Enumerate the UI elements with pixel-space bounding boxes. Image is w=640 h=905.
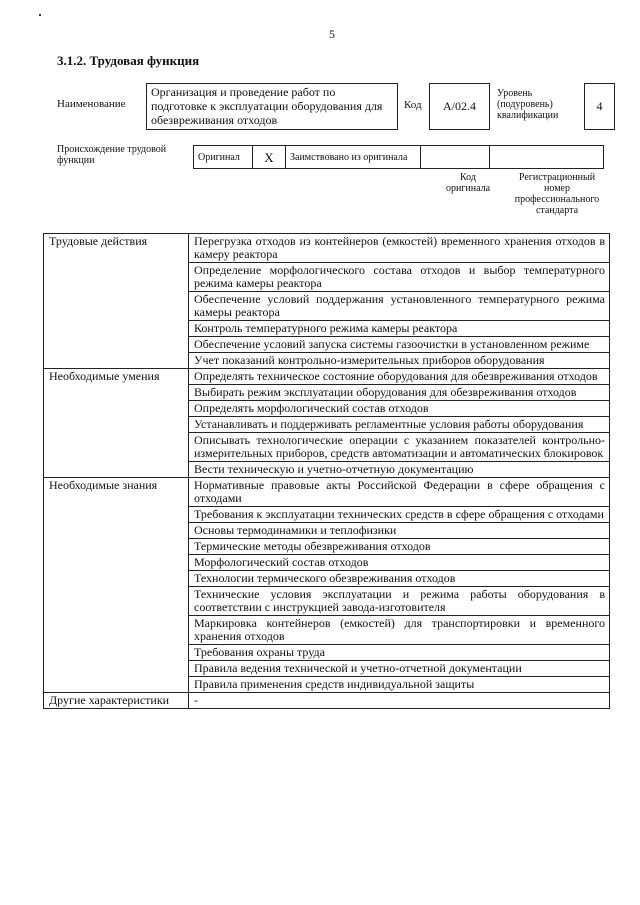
item-cell: Учет показаний контрольно-измерительных приборов оборудования	[189, 353, 610, 369]
scan-speck	[39, 14, 41, 16]
original-mark: X	[253, 146, 286, 169]
category-cell: Необходимые умения	[44, 369, 189, 478]
level-label: Уровень (подуровень) квалификации	[497, 88, 559, 121]
item-cell: Правила ведения технической и учетно-отчетной документации	[189, 661, 610, 677]
origin-reg-cell	[490, 146, 604, 169]
code-box	[429, 83, 490, 130]
item-cell: Маркировка контейнеров (емкостей) для транспортировки и временного хранения отходов	[189, 616, 610, 645]
origin-code-cell	[421, 146, 490, 169]
item-cell: -	[189, 693, 610, 709]
origin-label: Происхождение трудовой функции	[57, 144, 167, 166]
item-cell: Обеспечение условий запуска системы газоочистки в установленном режиме	[189, 337, 610, 353]
table-row	[44, 693, 610, 709]
category-cell: Трудовые действия	[44, 234, 189, 369]
item-cell: Технические условия эксплуатации и режима работы оборудования в соответствии с инструкцией завода-изготовителя	[189, 587, 610, 616]
item-cell: Перегрузка отходов из контейнеров (емкостей) временного хранения отходов в камеру реактора	[189, 234, 610, 263]
code-label: Код	[404, 99, 422, 111]
item-cell: Морфологический состав отходов	[189, 555, 610, 571]
item-cell: Выбирать режим эксплуатации оборудования для обезвреживания отходов	[189, 385, 610, 401]
item-cell: Устанавливать и поддерживать регламентные условия работы оборудования	[189, 417, 610, 433]
item-cell: Требования охраны труда	[189, 645, 610, 661]
item-cell: Требования к эксплуатации технических средств в сфере обращения с отходами	[189, 507, 610, 523]
table-row	[44, 369, 610, 385]
item-cell: Описывать технологические операции с указанием показателей контрольно-измерительных приборов, средств автоматизации и автоматических блокировок	[189, 433, 610, 462]
origin-table	[193, 145, 604, 169]
item-cell: Термические методы обезвреживания отходов	[189, 539, 610, 555]
category-cell: Другие характеристики	[44, 693, 189, 709]
category-cell: Необходимые знания	[44, 478, 189, 693]
item-cell: Технологии термического обезвреживания отходов	[189, 571, 610, 587]
reg-caption: Регистрационный номер профессионального стандарта	[514, 172, 600, 216]
borrowed-label: Заимствовано из оригинала	[286, 146, 421, 169]
function-name: Организация и проведение работ по подготовке к эксплуатации оборудования для обезвреживания отходов	[151, 85, 383, 127]
item-cell: Контроль температурного режима камеры реактора	[189, 321, 610, 337]
level-value: 4	[596, 99, 603, 113]
name-label: Наименование	[57, 98, 126, 110]
section-title: 3.1.2. Трудовая функция	[57, 53, 200, 68]
code-value: А/02.4	[443, 99, 476, 113]
function-name-box	[146, 83, 398, 130]
level-box	[584, 83, 615, 130]
item-cell: Обеспечение условий поддержания установленного температурного режима камеры реактора	[189, 292, 610, 321]
item-cell: Определять техническое состояние оборудования для обезвреживания отходов	[189, 369, 610, 385]
table-row	[44, 234, 610, 263]
original-label: Оригинал	[194, 146, 253, 169]
item-cell: Правила применения средств индивидуальной защиты	[189, 677, 610, 693]
code-caption: Код оригинала	[445, 172, 491, 194]
item-cell: Нормативные правовые акты Российской Федерации в сфере обращения с отходами	[189, 478, 610, 507]
item-cell: Определять морфологический состав отходов	[189, 401, 610, 417]
page-number: 5	[329, 27, 335, 41]
item-cell: Основы термодинамики и теплофизики	[189, 523, 610, 539]
item-cell: Определение морфологического состава отходов и выбор температурного режима камеры реактора	[189, 263, 610, 292]
competency-table	[43, 233, 610, 709]
item-cell: Вести техническую и учетно-отчетную документацию	[189, 462, 610, 478]
table-row	[44, 478, 610, 507]
